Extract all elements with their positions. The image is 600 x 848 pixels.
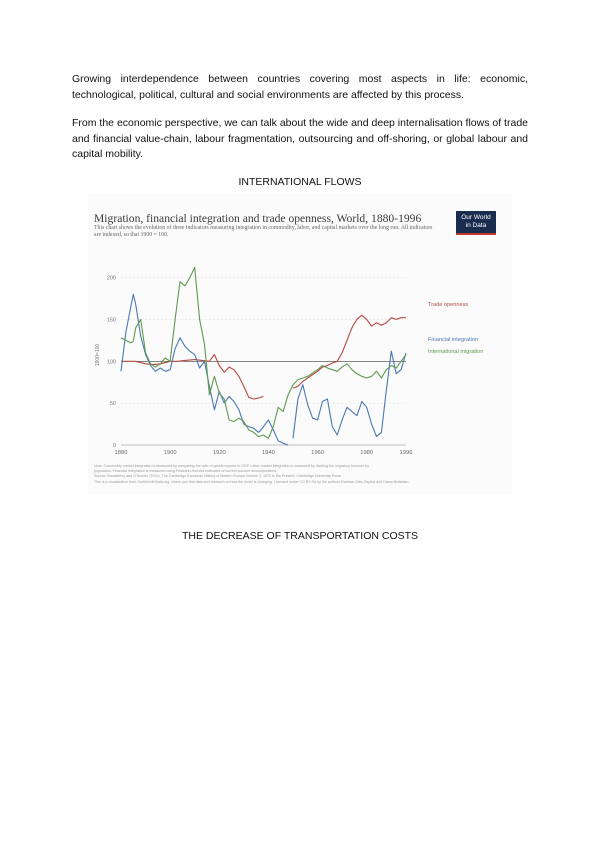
international-flows-heading: INTERNATIONAL FLOWS (238, 176, 362, 188)
x-tick-label: 1940 (261, 450, 275, 456)
x-tick-label: 1960 (311, 450, 325, 456)
chart-subtitle: This chart shows the evolution of three indicators measuring integration in commodity, labor, and capital markets over the long run. All indicators are indexed, so that 1900 = 100. (94, 225, 433, 238)
intro-paragraph: Growing interdependence between countries covering most aspects in life: economic, technological, political, cultural and social environments are affected by this process. (72, 73, 528, 101)
chart-footnote-2: population. Financial integration is measured using Feldstein-Horioka estimates of current account decompositions. (94, 469, 278, 473)
chart-footnote-1: Note: Commodity market integration is measured by comparing the ratio of goods exports to GDP. Labor market integration is measured by dividing the migratory turnover by (94, 464, 369, 468)
economic-perspective-paragraph: From the economic perspective, we can talk about the wide and deep internalisation flows of trade and financial value-chain, labour fragmentation, outsourcing and off-shoring, or global labour and capital mobility. (72, 117, 528, 160)
logo-line-1: Our World (461, 214, 491, 221)
x-tick-label: 1920 (212, 450, 226, 456)
y-axis-label: 1900=100 (95, 343, 101, 367)
chart-footnote-3: Source: Broadberry and O'Rourke (2010), The Cambridge Economic History of Modern Europe Volume 2, 1870 to the Present. Cambridge University Press (94, 474, 341, 478)
transportation-costs-heading: THE DECREASE OF TRANSPORTATION COSTS (181, 530, 419, 542)
logo-line-2: in Data (465, 221, 487, 229)
y-tick-label: 200 (106, 275, 116, 282)
chart-footnote-4: This is a visualization from OurWorldInData.org, where you find data and research on how the world is changing. Licensed under CC-BY-SA by the authors Esteban Ortiz-Ospina and Diana Beltekian. (94, 480, 410, 484)
y-tick-label: 100 (106, 359, 116, 366)
y-tick-label: 150 (106, 317, 116, 324)
x-tick-label: 1980 (360, 450, 374, 456)
legend-label-financial-integration: Financial integration (428, 337, 479, 343)
migration-chart-figure (88, 193, 512, 495)
x-tick-label: 1880 (114, 450, 128, 456)
x-tick-label: 1996 (399, 450, 413, 456)
chart-title: Migration, financial integration and trade openness, World, 1880-1996 (94, 212, 422, 225)
series-line-international-migration (121, 268, 406, 439)
y-tick-label: 50 (109, 401, 116, 408)
x-tick-label: 1900 (163, 450, 177, 456)
series-line-trade-openness (121, 315, 406, 399)
y-tick-label: 0 (112, 443, 116, 449)
legend-label-international-migration: International migration (428, 349, 484, 355)
line-chart (88, 193, 512, 495)
legend-label-trade-openness: Trade openness (428, 302, 469, 308)
